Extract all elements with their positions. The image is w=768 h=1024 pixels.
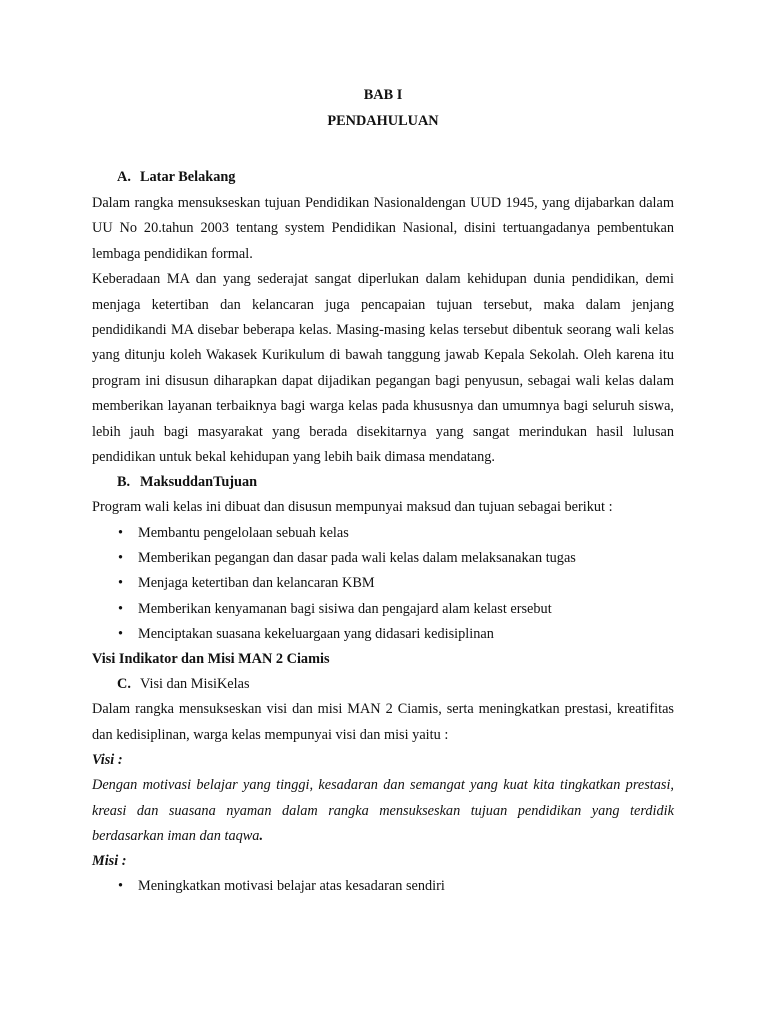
visi-text-end: . <box>259 827 264 844</box>
bullet-icon: • <box>118 575 124 592</box>
section-b-bullet-list <box>92 521 674 647</box>
list-item <box>92 571 674 596</box>
section-a-paragraph-1: Dalam rangka mensukseskan tujuan Pendidikan Nasionaldengan UUD 1945, yang dijabarkan dalam UU No 20.tahun 2003 tentang system Pendidikan Nasional, disini tertuangadanya pembentukan lembaga pendidikan formal. <box>92 195 674 262</box>
misi-label: Misi : <box>92 853 127 870</box>
bullet-icon: • <box>118 878 124 895</box>
list-item-text: Membantu pengelolaan sebuah kelas <box>138 524 349 541</box>
bullet-icon: • <box>118 524 124 541</box>
section-c-letter: C. <box>117 676 131 693</box>
visi-label: Visi : <box>92 752 123 769</box>
list-item-text: Meningkatkan motivasi belajar atas kesadaran sendiri <box>138 878 445 895</box>
list-item-text: Memberikan pegangan dan dasar pada wali kelas dalam melaksanakan tugas <box>138 550 576 567</box>
section-a-letter: A. <box>117 169 131 185</box>
section-b-title: MaksuddanTujuan <box>140 474 258 491</box>
list-item-text: Menjaga ketertiban dan kelancaran KBM <box>138 575 375 592</box>
visi-text-body: Dengan motivasi belajar yang tinggi, kesadaran dan semangat yang kuat kita tingkatkan prestasi, kreasi dan suasana nyaman dalam rangka mensukseskan tujuan pendidikan yang terdidik berdasarkan iman dan taqwa <box>92 777 674 844</box>
list-item <box>92 521 674 546</box>
list-item-text: Menciptakan suasana kekeluargaan yang didasari kedisiplinan <box>138 626 494 643</box>
list-item <box>92 622 674 647</box>
chapter-title: PENDAHULUAN <box>327 113 439 129</box>
misi-bullet-list <box>92 874 674 899</box>
list-item-text: Memberikan kenyamanan bagi sisiwa dan pengajard alam kelast ersebut <box>138 600 552 617</box>
visi-text <box>92 773 674 849</box>
list-item <box>92 597 674 622</box>
bullet-icon: • <box>118 550 124 567</box>
section-b-heading <box>92 470 674 495</box>
section-c-heading <box>92 672 674 697</box>
bullet-icon: • <box>118 626 124 643</box>
section-a-paragraph-2: Keberadaan MA dan yang sederajat sangat diperlukan dalam kehidupan dunia pendidikan, demi menjaga ketertiban dan kelancaran juga pencapaian tujuan tersebut, maka dalam jenjang pendidikandi MA disebar beberapa kelas. Masing-masing kelas tersebut dibentuk seorang wali kelas yang ditunju koleh Wakasek Kurikulum di bawah tanggung jawab Kepala Sekolah. Oleh karena itu program ini disusun diharapkan dapat dijadikan pegangan bagi penyusun, sebagai wali kelas dalam memberikan layanan terbaiknya bagi warga kelas pada khususnya dan umumnya bagi seluruh siswa, lebih jauh bagi masyarakat yang berada disekitarnya yang sangat merindukan hasil lulusan pendidikan untuk bekal kehidupan yang lebih baik dimasa mendatang. <box>92 271 674 466</box>
section-c-intro: Dalam rangka mensukseskan visi dan misi MAN 2 Ciamis, serta meningkatkan prestasi, kreatifitas dan kedisiplinan, warga kelas mempunyai visi dan misi yaitu : <box>92 701 674 743</box>
list-item <box>92 874 674 899</box>
section-a-heading <box>92 165 674 190</box>
chapter-number: BAB I <box>363 87 403 103</box>
bullet-icon: • <box>118 600 124 617</box>
section-b-intro: Program wali kelas ini dibuat dan disusun mempunyai maksud dan tujuan sebagai berikut : <box>92 499 613 516</box>
section-b-letter: B. <box>117 474 131 491</box>
section-c-title: Visi dan MisiKelas <box>140 676 250 693</box>
visi-misi-heading: Visi Indikator dan Misi MAN 2 Ciamis <box>92 651 330 668</box>
list-item <box>92 546 674 571</box>
document-page <box>92 82 674 900</box>
section-a-title: Latar Belakang <box>140 169 236 185</box>
